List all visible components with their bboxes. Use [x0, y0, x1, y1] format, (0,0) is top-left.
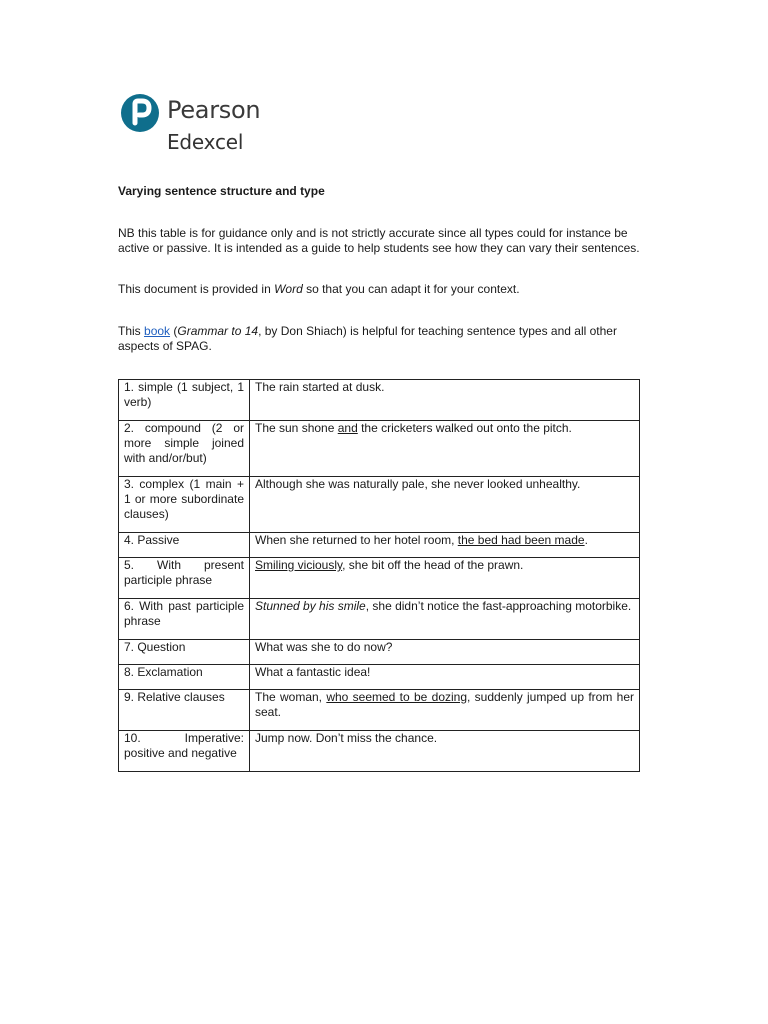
table-row [119, 690, 640, 731]
table-row [119, 640, 640, 665]
example-text: The woman, [255, 690, 327, 704]
example-underlined-text: who seemed to be dozing [326, 690, 468, 704]
sentence-type-cell: 4. Passive [119, 533, 250, 558]
sentence-type-cell: 2. compound (2 or more simple joined with and/or/but) [119, 421, 250, 477]
logo-brand-text: Pearson [167, 96, 261, 124]
sentence-type-cell: 5. With present participle phrase [119, 558, 250, 599]
example-text: , suddenly jumped up from her seat. [255, 690, 634, 719]
word-note-text-a: This document is provided in [118, 282, 275, 296]
example-cell [250, 665, 640, 690]
example-text: The sun shone [255, 421, 338, 435]
example-cell [250, 533, 640, 558]
book-note-text-b: ( [170, 324, 178, 338]
example-cell [250, 690, 640, 731]
sentence-types-table [118, 379, 640, 772]
example-text: Although she was naturally pale, she never looked unhealthy. [255, 477, 581, 491]
word-note-text-c: so that you can adapt it for your context. [302, 282, 520, 296]
example-text: , she didn’t notice the fast-approaching motorbike. [365, 599, 632, 613]
book-note-text-a: This [118, 324, 145, 338]
book-note [118, 324, 658, 353]
sentence-type-cell: 1. simple (1 subject, 1 verb) [119, 380, 250, 421]
example-text: When she returned to her hotel room, [255, 533, 458, 547]
table-row [119, 533, 640, 558]
sentence-type-cell: 6. With past participle phrase [119, 599, 250, 640]
sentence-type-cell: 10. Imperative: positive and negative [119, 731, 250, 772]
pearson-edexcel-logo [120, 90, 270, 160]
example-cell [250, 599, 640, 640]
logo-sub-text: Edexcel [167, 130, 244, 154]
pearson-mark-icon [120, 90, 160, 136]
example-cell [250, 421, 640, 477]
sentence-type-cell: 7. Question [119, 640, 250, 665]
sentence-type-cell: 8. Exclamation [119, 665, 250, 690]
example-cell [250, 558, 640, 599]
table-row [119, 599, 640, 640]
book-note-text-d: , by Don Shiach) is helpful for teaching sentence types and all other aspects of SPAG. [118, 324, 617, 353]
example-underlined-text: the bed had been made [457, 533, 585, 547]
example-text: . [584, 533, 588, 547]
example-italic-text: Stunned by his smile [255, 599, 366, 613]
table-row [119, 421, 640, 477]
example-cell [250, 477, 640, 533]
guidance-note: NB this table is for guidance only and is not strictly accurate since all types could for instance be active or passive. It is intended as a guide to help students see how they can vary their sentences. [118, 226, 640, 255]
book-link[interactable]: book [144, 324, 171, 338]
table-row [119, 380, 640, 421]
example-text: the cricketers walked out onto the pitch. [357, 421, 572, 435]
sentence-type-cell: 9. Relative clauses [119, 690, 250, 731]
sentence-type-cell: 3. complex (1 main + 1 or more subordinate clauses) [119, 477, 250, 533]
example-underlined-text: Smiling viciously [255, 558, 343, 572]
table-row [119, 665, 640, 690]
document-title: Varying sentence structure and type [118, 184, 325, 198]
example-text: , she bit off the head of the prawn. [342, 558, 524, 572]
example-cell [250, 640, 640, 665]
example-text: What was she to do now? [255, 640, 393, 654]
example-cell [250, 731, 640, 772]
example-text: The rain started at dusk. [255, 380, 385, 394]
example-cell [250, 380, 640, 421]
book-title-italic: Grammar to 14 [177, 324, 259, 338]
example-underlined-text: and [337, 421, 358, 435]
table-row [119, 731, 640, 772]
table-row [119, 477, 640, 533]
word-note [118, 282, 658, 297]
word-note-italic: Word [274, 282, 303, 296]
example-text: Jump now. Don’t miss the chance. [255, 731, 438, 745]
table-row [119, 558, 640, 599]
example-text: What a fantastic idea! [255, 665, 371, 679]
